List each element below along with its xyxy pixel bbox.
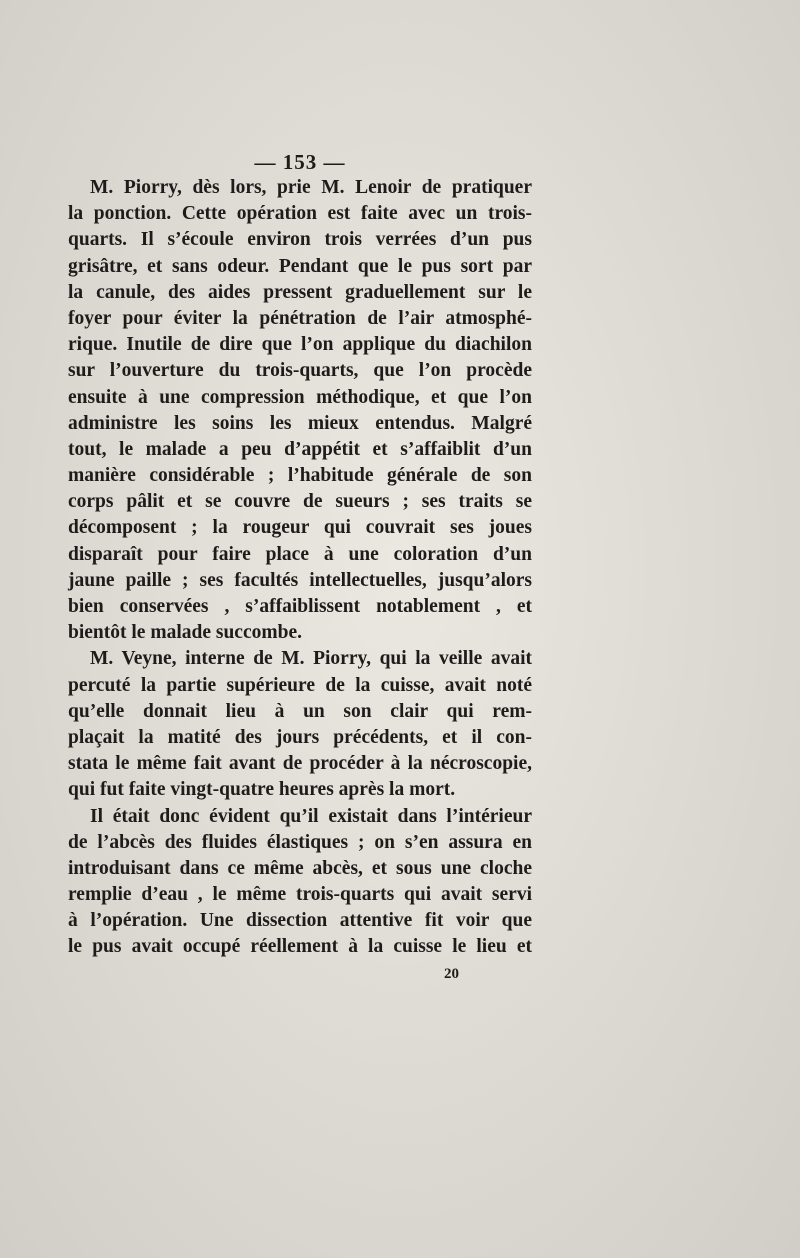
text-line: introduisant dans ce même abcès, et sous une cloche — [68, 857, 532, 879]
text-line: qu’elle donnait lieu à un son clair qui rem- — [68, 700, 532, 722]
text-line: le pus avait occupé réellement à la cuisse le lieu et — [68, 936, 532, 958]
text-line: percuté la partie supérieure de la cuisse, avait noté — [68, 674, 532, 696]
text-line: la canule, des aides pressent graduellement sur le — [68, 281, 532, 303]
text-line: stata le même fait avant de procéder à la nécroscopie, — [68, 753, 532, 775]
text-line: jaune paille ; ses facultés intellectuelles, jusqu’alors — [68, 569, 532, 591]
text-line: décomposent ; la rougeur qui couvrait ses joues — [68, 517, 532, 539]
text-line: plaçait la matité des jours précédents, et il con- — [68, 726, 532, 748]
text-line: à l’opération. Une dissection attentive fit voir que — [68, 910, 532, 932]
text-line: quarts. Il s’écoule environ trois verrées d’un pus — [68, 229, 532, 251]
signature-mark: 20 — [444, 966, 459, 982]
text-line: bien conservées , s’affaiblissent notablement , et — [68, 596, 532, 617]
text-line: la ponction. Cette opération est faite avec un trois- — [68, 203, 532, 225]
text-line: M. Veyne, interne de M. Piorry, qui la veille avait — [90, 648, 532, 670]
text-line: M. Piorry, dès lors, prie M. Lenoir de pratiquer — [90, 177, 532, 198]
page-number: — 153 — — [254, 150, 346, 174]
text-line: administre les soins les mieux entendus. Malgré — [68, 412, 532, 434]
text-line: manière considérable ; l’habitude générale de son — [68, 465, 532, 487]
body-text — [68, 175, 532, 961]
text-line: tout, le malade a peu d’appétit et s’affaiblit d’un — [68, 438, 532, 460]
text-line: foyer pour éviter la pénétration de l’air atmosphé- — [68, 307, 532, 329]
text-line: remplie d’eau , le même trois-quarts qui avait servi — [68, 884, 532, 906]
text-line: de l’abcès des fluides élastiques ; on s’en assura en — [68, 831, 532, 853]
text-line: Il était donc évident qu’il existait dans l’intérieur — [90, 805, 532, 827]
text-line: qui fut faite vingt-quatre heures après la mort. — [68, 779, 456, 801]
text-line: disparaît pour faire place à une coloration d’un — [68, 543, 532, 565]
text-line: bientôt le malade succombe. — [68, 622, 302, 644]
text-line: rique. Inutile de dire que l’on applique du diachilon — [68, 334, 532, 356]
text-line: corps pâlit et se couvre de sueurs ; ses traits se — [68, 491, 532, 513]
text-line: grisâtre, et sans odeur. Pendant que le pus sort par — [68, 255, 532, 277]
text-line: sur l’ouverture du trois-quarts, que l’on procède — [68, 360, 532, 382]
text-line: ensuite à une compression méthodique, et que l’on — [68, 386, 532, 408]
